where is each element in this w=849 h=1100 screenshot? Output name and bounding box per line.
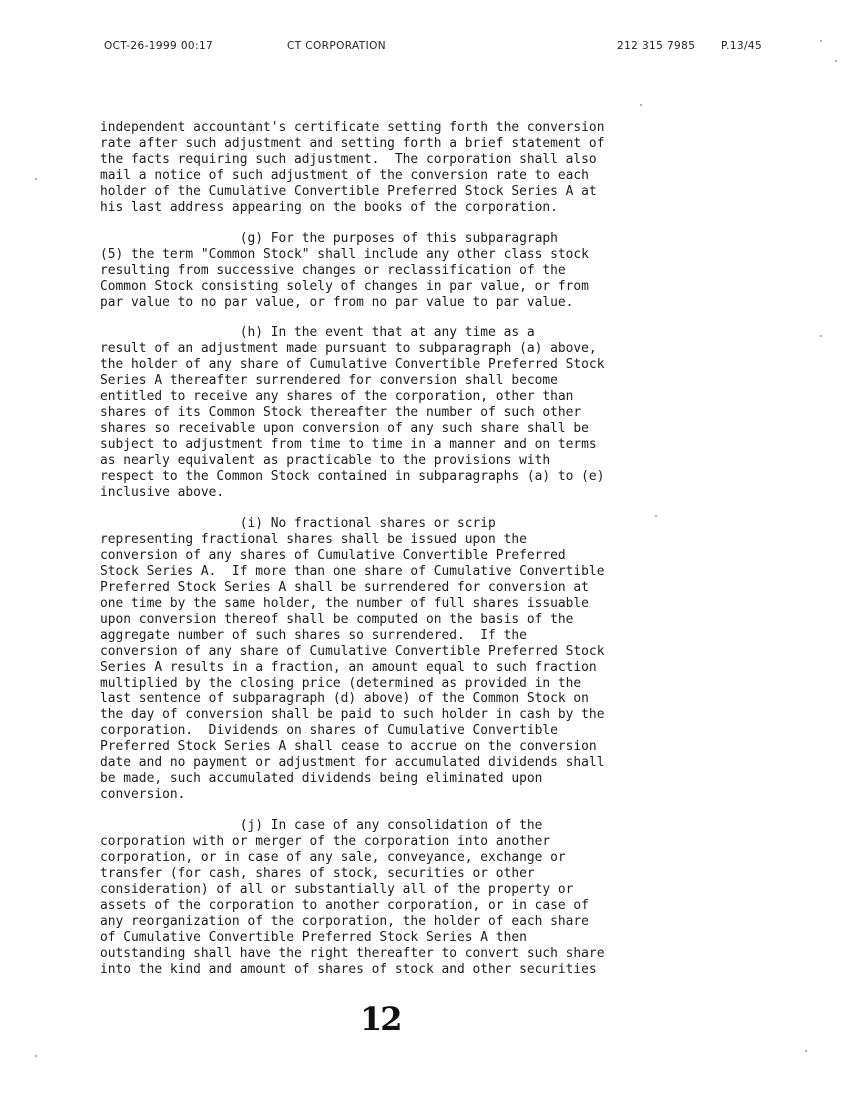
scan-speck [35,1055,37,1057]
scan-speck [820,40,822,42]
paragraph-j: (j) In case of any consolidation of the corporation with or merger of the corporation into another corporation, or in case of any sale, conveyance, exchange or transfer (for cash, shares of stock, securities or other consideration) of all or substantially all of the property or assets of the corporation to another corporation, or in case of any reorganization of the corporation, the holder of each share of Cumulative Convertible Preferred Stock Series A then outstanding shall have the right thereafter to convert such share into the kind and amount of shares of stock and other securities [100,818,605,977]
scan-speck [655,515,657,517]
fax-date-time: OCT-26-1999 00:17 [104,40,214,52]
paragraph-continued: independent accountant's certificate setting forth the conversion rate after such adjustment and setting forth a brief statement of the facts requiring such adjustment. The corporation shall also mail a notice of such adjustment of the conversion rate to each holder of the Cumulative Convertible Preferred Stock Series A at his last address appearing on the books of the corporation. [100,120,605,215]
fax-header [0,40,849,56]
scan-speck [35,178,37,180]
scan-speck [640,104,642,106]
scan-speck [835,60,837,62]
paragraph-h: (h) In the event that at any time as a result of an adjustment made pursuant to subparagraph (a) above, the holder of any share of Cumulative Convertible Preferred Stock Series A thereafter surrendered for conversion shall become entitled to receive any shares of the corporation, other than shares of its Common Stock thereafter the number of such other shares so receivable upon conversion of any such share shall be subject to adjustment from time to time in a manner and on terms as nearly equivalent as practicable to the provisions with respect to the Common Stock contained in subparagraphs (a) to (e) inclusive above. [100,325,605,501]
scan-speck [820,335,822,337]
document-body [100,120,730,978]
handwritten-page-number: 12 [360,1000,401,1038]
paragraph-g: (g) For the purposes of this subparagraph (5) the term "Common Stock" shall include any other class stock resulting from successive changes or reclassification of the Common Stock consisting solely of changes in par value, or from par value to no par value, or from no par value to par value. [100,230,589,310]
fax-sender: CT CORPORATION [287,40,387,52]
fax-phone-number: 212 315 7985 [617,40,696,52]
scan-speck [805,1050,807,1052]
fax-page-number: P.13/45 [721,40,763,52]
paragraph-i: (i) No fractional shares or scrip representing fractional shares shall be issued upon the conversion of any shares of Cumulative Convertible Preferred Stock Series A. If more than one share of Cumulative Convertible Preferred Stock Series A shall be surrendered for conversion at one time by the same holder, the number of full shares issuable upon conversion thereof shall be computed on the basis of the aggregate number of such shares so surrendered. If the conversion of any share of Cumulative Convertible Preferred Stock Series A results in a fraction, an amount equal to such fraction multiplied by the closing price (determined as provided in the last sentence of subparagraph (d) above) of the Common Stock on the day of conversion shall be paid to such holder in cash by the corporation. Dividends on shares of Cumulative Convertible Preferred Stock Series A shall cease to accrue on the conversion date and no payment or adjustment for accumulated dividends shall be made, such accumulated dividends being eliminated upon conversion. [100,515,605,803]
